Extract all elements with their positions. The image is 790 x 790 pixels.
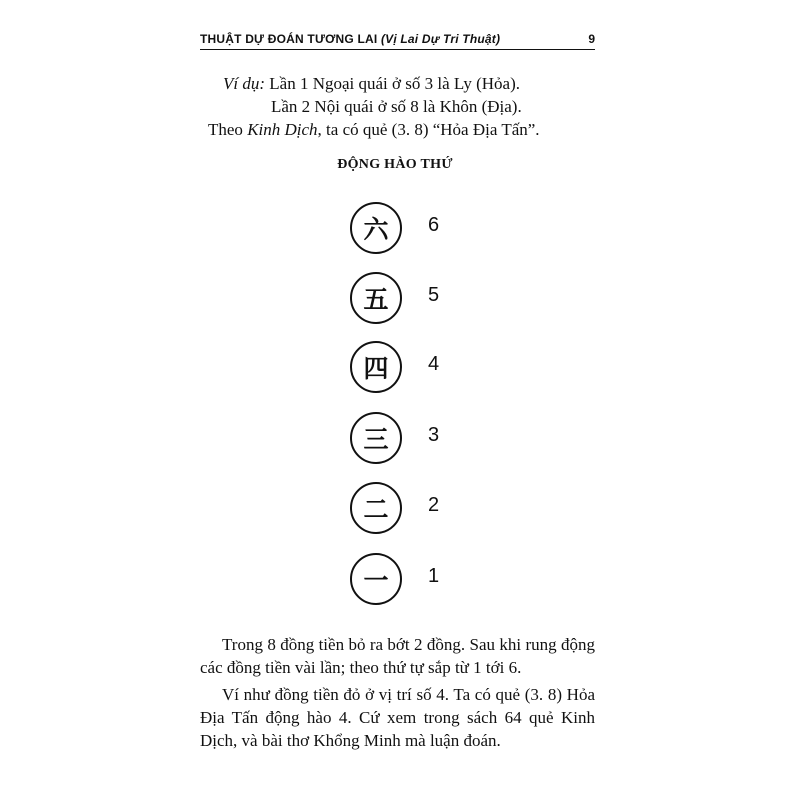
example-block xyxy=(208,72,540,141)
hao-circle-5: 五 xyxy=(350,272,402,324)
section-title: ĐỘNG HÀO THỨ xyxy=(337,157,453,172)
example-book-title: Kinh Dịch xyxy=(247,120,318,139)
hao-number-4: 4 xyxy=(428,353,440,375)
header-title-main: THUẬT DỰ ĐOÁN TƯƠNG LAI xyxy=(200,32,381,46)
page-number: 9 xyxy=(588,32,595,46)
hao-number-2: 2 xyxy=(428,494,440,516)
hao-number-6: 6 xyxy=(428,214,440,236)
header-title-sub: (Vị Lai Dự Tri Thuật) xyxy=(380,32,501,46)
example-label: Ví dụ: xyxy=(223,74,266,93)
hao-item-6 xyxy=(350,202,460,254)
paragraph-1 xyxy=(200,633,595,679)
example-line-3-post: , ta có quẻ (3. 8) “Hỏa Địa Tấn”. xyxy=(317,120,540,139)
hao-circle-1: 一 xyxy=(350,553,402,605)
hao-circle-3: 三 xyxy=(350,412,402,464)
hao-number-5: 5 xyxy=(428,284,440,306)
hao-circle-2: 二 xyxy=(350,482,402,534)
hao-item-1 xyxy=(350,553,460,605)
example-line-3 xyxy=(208,118,540,141)
hao-item-5 xyxy=(350,272,460,324)
example-line-1 xyxy=(223,72,540,95)
paragraph-2-text: Ví như đồng tiền đỏ ở vị trí số 4. Ta có quẻ (3. 8) Hỏa Địa Tấn động hào 4. Cứ xem trong sách 64 quẻ Kinh Dịch, và bài thơ Khổng Minh mà luận đoán. xyxy=(200,685,595,750)
hao-item-2 xyxy=(350,482,460,534)
hao-item-4 xyxy=(350,341,460,393)
example-line-3-pre: Theo xyxy=(208,120,248,139)
header-title xyxy=(200,32,500,46)
hao-item-3 xyxy=(350,412,460,464)
paragraph-2 xyxy=(200,683,595,752)
hao-circle-4: 四 xyxy=(350,341,402,393)
page-header xyxy=(200,32,595,50)
hao-number-3: 3 xyxy=(428,424,440,446)
example-line-2: Lần 2 Nội quái ở số 8 là Khôn (Địa). xyxy=(271,97,522,116)
paragraph-1-text: Trong 8 đồng tiền bỏ ra bớt 2 đồng. Sau khi rung động các đồng tiền vài lần; theo thứ tự sắp từ 1 tới 6. xyxy=(200,635,595,677)
example-line-1-text: Lần 1 Ngoại quái ở số 3 là Ly (Hỏa). xyxy=(265,74,520,93)
hao-number-1: 1 xyxy=(428,565,440,587)
hao-circle-6: 六 xyxy=(350,202,402,254)
